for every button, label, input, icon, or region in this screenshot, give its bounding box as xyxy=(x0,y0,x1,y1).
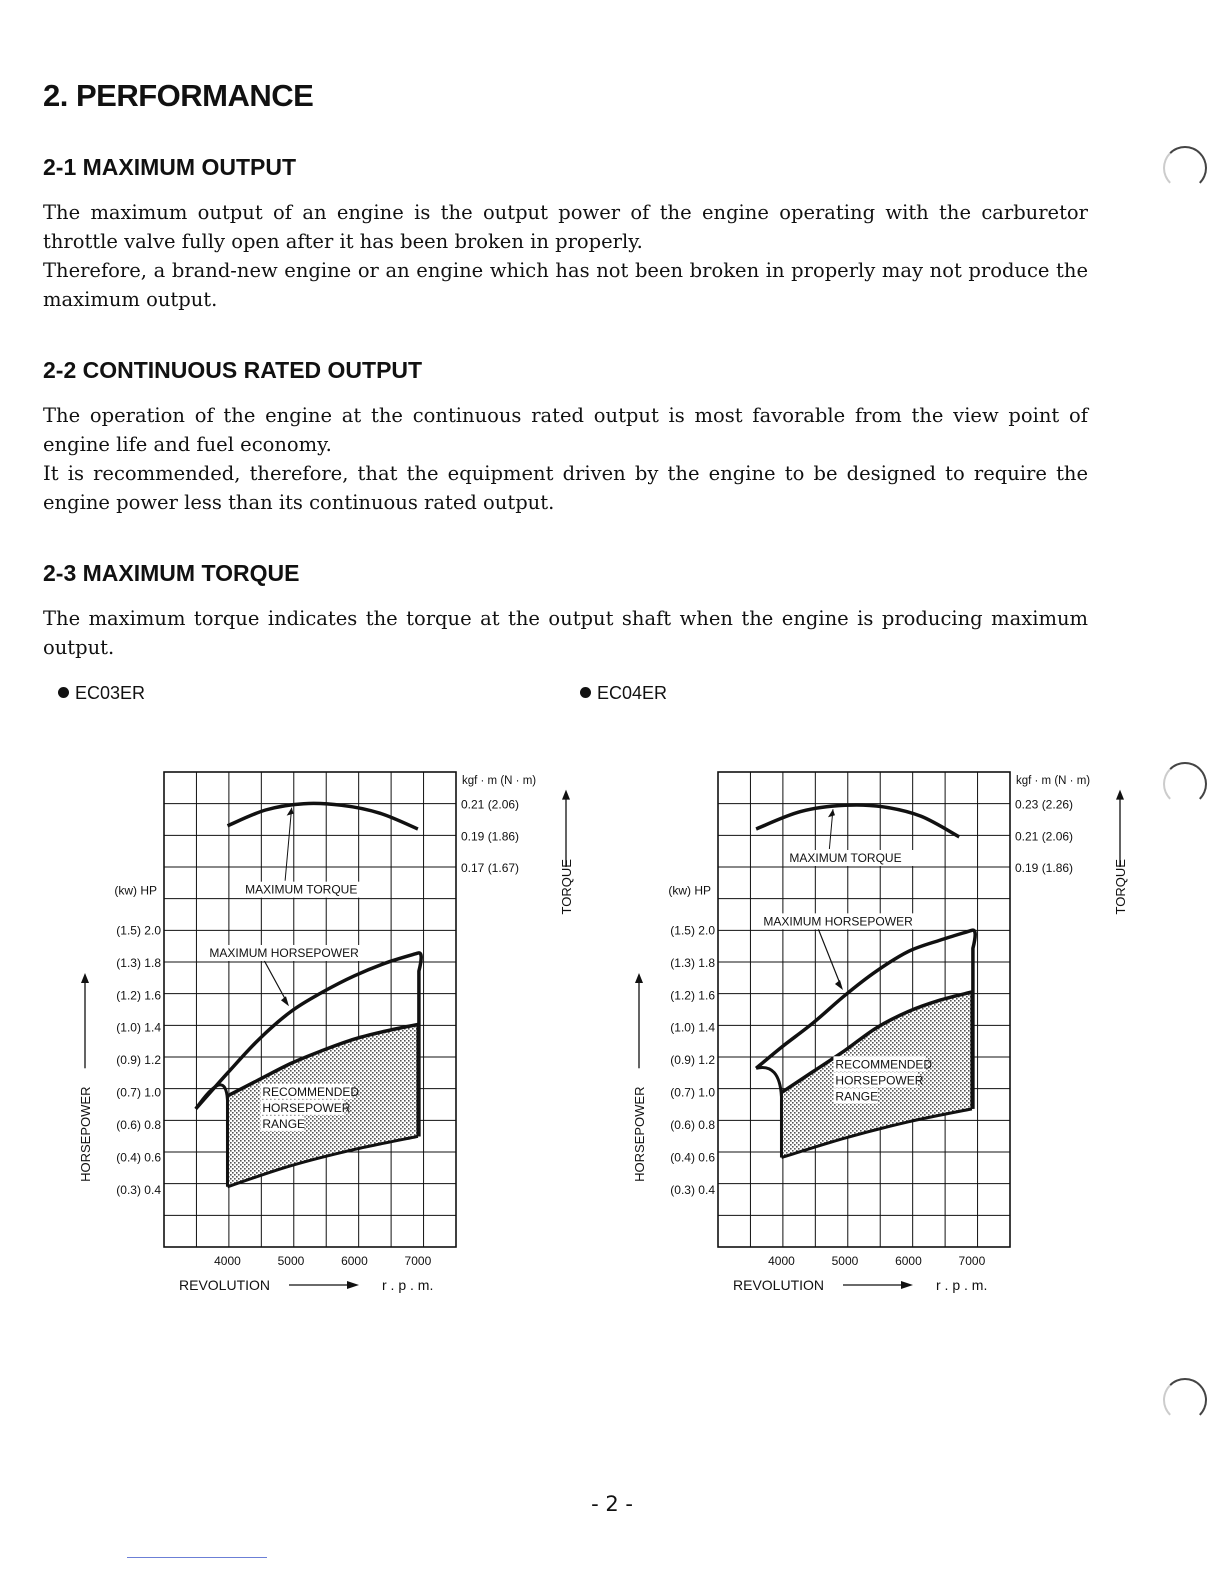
section-heading-maximum-output: 2-1 MAXIMUM OUTPUT xyxy=(43,154,296,180)
x-axis-tick-label: 7000 xyxy=(958,1254,986,1268)
left-axis-tick-label: (1.2) 1.6 xyxy=(116,988,161,1003)
model-label-ec03er xyxy=(58,683,145,704)
right-axis-unit: kgf · m (N · m) xyxy=(462,775,537,787)
arrow-icon xyxy=(828,809,835,817)
left-axis-tick-label: (1.0) 1.4 xyxy=(116,1020,161,1035)
arrow-right-icon xyxy=(901,1281,913,1289)
annotation-recommended-range: RANGE xyxy=(262,1116,306,1131)
plot-frame xyxy=(164,772,456,1247)
right-axis-title: TORQUE xyxy=(1113,859,1128,915)
page-title: 2. PERFORMANCE xyxy=(43,78,314,113)
model-label-ec04er xyxy=(580,683,667,704)
x-axis-title: REVOLUTION xyxy=(179,1277,271,1293)
paragraph: The operation of the engine at the continuous rated output is most favorable from the view point of engine life and fuel economy. xyxy=(43,404,1088,456)
right-axis-title: TORQUE xyxy=(559,859,574,915)
right-axis-tick-label: 0.21 (2.06) xyxy=(461,797,520,812)
section-body-maximum-output xyxy=(43,198,1088,314)
maximum-torque-curve xyxy=(756,805,959,837)
leader-line xyxy=(264,961,287,1002)
x-axis-title: REVOLUTION xyxy=(733,1277,825,1293)
x-axis-unit: r . p . m. xyxy=(936,1277,988,1293)
arrow-up-icon xyxy=(635,973,643,983)
annotation-recommended-range: RECOMMENDED xyxy=(262,1084,360,1099)
left-axis-unit: (kw) HP xyxy=(114,883,157,898)
binder-hole-mark xyxy=(1163,1378,1207,1422)
annotation-max-torque: MAXIMUM TORQUE xyxy=(245,882,358,897)
left-axis-tick-label: (0.7) 1.0 xyxy=(116,1085,161,1100)
maximum-horsepower-left-hook xyxy=(756,1067,781,1096)
annotation-recommended-range: RECOMMENDED xyxy=(835,1057,933,1072)
annotation-recommended-range: HORSEPOWER xyxy=(262,1100,351,1115)
section-body-maximum-torque xyxy=(43,604,1088,662)
performance-chart-ec03er xyxy=(70,762,590,1302)
section-heading-continuous-rated-output: 2-2 CONTINUOUS RATED OUTPUT xyxy=(43,357,423,383)
annotation-max-horsepower: MAXIMUM HORSEPOWER xyxy=(763,914,913,929)
right-axis-tick-label: 0.19 (1.86) xyxy=(461,829,520,844)
x-axis-unit: r . p . m. xyxy=(382,1277,434,1293)
page-number: - 2 - xyxy=(591,1492,633,1516)
binder-hole-mark xyxy=(1163,762,1207,806)
section-heading-maximum-torque: 2-3 MAXIMUM TORQUE xyxy=(43,560,300,586)
arrow-up-icon xyxy=(562,790,570,800)
performance-chart-ec04er xyxy=(624,762,1144,1302)
annotation-recommended-range: HORSEPOWER xyxy=(835,1073,924,1088)
left-axis-tick-label: (1.3) 1.8 xyxy=(116,955,161,970)
arrow-up-icon xyxy=(1116,790,1124,800)
model-name: EC04ER xyxy=(597,683,668,703)
annotation-max-horsepower: MAXIMUM HORSEPOWER xyxy=(209,946,359,960)
arrow-icon xyxy=(281,996,289,1006)
model-name: EC03ER xyxy=(75,683,146,703)
left-axis-tick-label: (1.5) 2.0 xyxy=(116,923,161,938)
right-axis-tick-label: 0.21 (2.06) xyxy=(1015,829,1074,844)
x-axis-tick-label: 5000 xyxy=(831,1254,859,1268)
paragraph: Therefore, a brand-new engine or an engine which has not been broken in properly may not produce the maximum output. xyxy=(43,259,1088,311)
left-axis-tick-label: (0.4) 0.6 xyxy=(670,1150,715,1165)
left-axis-unit: (kw) HP xyxy=(668,883,711,898)
left-axis-tick-label: (0.3) 0.4 xyxy=(116,1183,161,1197)
left-axis-tick-label: (1.3) 1.8 xyxy=(670,955,715,970)
left-axis-tick-label: (0.4) 0.6 xyxy=(116,1150,161,1165)
right-axis-unit: kgf · m (N · m) xyxy=(1016,775,1091,787)
arrow-up-icon xyxy=(81,973,89,983)
x-axis-tick-label: 6000 xyxy=(895,1254,922,1268)
leader-line xyxy=(818,929,841,986)
chart-grid xyxy=(164,772,456,1247)
arrow-icon xyxy=(287,808,294,816)
left-axis-title: HORSEPOWER xyxy=(632,1086,647,1182)
annotation-max-torque: MAXIMUM TORQUE xyxy=(789,851,902,865)
x-axis-tick-label: 4000 xyxy=(214,1254,241,1268)
bullet-icon xyxy=(580,687,591,698)
left-axis-tick-label: (1.2) 1.6 xyxy=(670,988,715,1003)
footer-rule xyxy=(127,1557,267,1558)
annotation-recommended-range: RANGE xyxy=(835,1089,879,1104)
right-axis-tick-label: 0.23 (2.26) xyxy=(1015,797,1074,812)
x-axis-tick-label: 6000 xyxy=(341,1254,368,1268)
arrow-icon xyxy=(835,980,843,990)
left-axis-tick-label: (0.3) 0.4 xyxy=(670,1183,715,1197)
paragraph: The maximum torque indicates the torque at the output shaft when the engine is producing maximum output. xyxy=(43,607,1088,659)
paragraph: The maximum output of an engine is the output power of the engine operating with the carburetor throttle valve fully open after it has been broken in properly. xyxy=(43,201,1088,253)
left-axis-tick-label: (0.6) 0.8 xyxy=(670,1118,715,1133)
left-axis-tick-label: (0.6) 0.8 xyxy=(116,1118,161,1133)
section-body-continuous-rated-output xyxy=(43,401,1088,517)
paragraph: It is recommended, therefore, that the equipment driven by the engine to be designed to require the engine power less than its continuous rated output. xyxy=(43,462,1088,514)
bullet-icon xyxy=(58,687,69,698)
chart-marks xyxy=(196,803,421,1186)
x-axis-tick-label: 4000 xyxy=(768,1254,795,1268)
right-axis-tick-label: 0.19 (1.86) xyxy=(1015,861,1074,875)
arrow-right-icon xyxy=(347,1281,359,1289)
x-axis-tick-label: 5000 xyxy=(277,1254,305,1268)
left-axis-tick-label: (0.9) 1.2 xyxy=(670,1053,715,1068)
maximum-torque-curve xyxy=(228,803,418,829)
binder-hole-mark xyxy=(1163,146,1207,190)
left-axis-title: HORSEPOWER xyxy=(78,1086,93,1182)
right-axis-tick-label: 0.17 (1.67) xyxy=(461,861,520,875)
x-axis-tick-label: 7000 xyxy=(404,1254,432,1268)
left-axis-tick-label: (0.7) 1.0 xyxy=(670,1085,715,1100)
left-axis-tick-label: (1.0) 1.4 xyxy=(670,1020,715,1035)
left-axis-tick-label: (1.5) 2.0 xyxy=(670,923,715,938)
left-axis-tick-label: (0.9) 1.2 xyxy=(116,1053,161,1068)
leader-line xyxy=(285,808,292,881)
